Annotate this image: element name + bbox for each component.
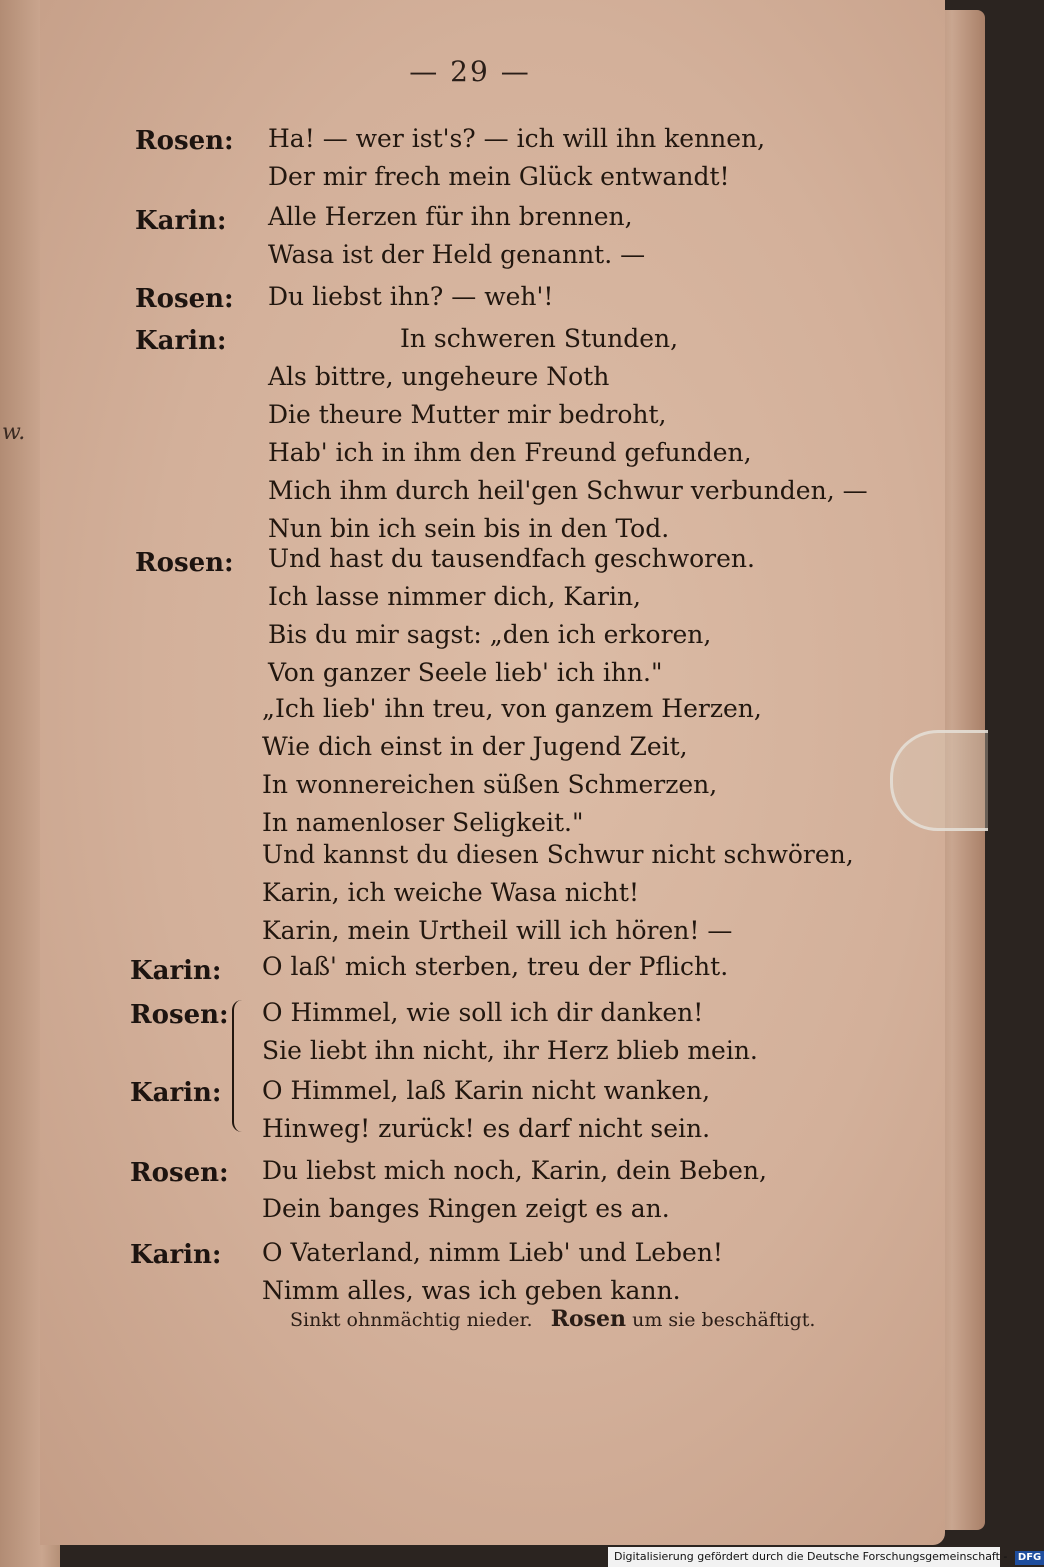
verse-line: Und hast du tausendfach geschworen. [268, 544, 755, 573]
verse-block [262, 948, 728, 986]
verse-line: O Himmel, laß Karin nicht wanken, [262, 1076, 711, 1105]
verse-line: Karin, ich weiche Wasa nicht! [262, 878, 640, 907]
paper-clip [890, 730, 988, 831]
stage-direction-text: Sinkt ohnmächtig nieder. [290, 1309, 533, 1331]
verse-line: Wie dich einst in der Jugend Zeit, [262, 732, 688, 761]
verse-block [268, 278, 553, 316]
speaker-label: Karin: [130, 1240, 222, 1270]
verse-block [268, 198, 645, 274]
verse-line: Ha! — wer ist's? — ich will ihn kennen, [268, 124, 766, 153]
verse-block [262, 690, 762, 842]
digitization-footer [608, 1547, 1042, 1567]
verse-line: Dein banges Ringen zeigt es an. [262, 1194, 670, 1223]
page-number: — 29 — [409, 55, 531, 88]
verse-line: O Himmel, wie soll ich dir danken! [262, 998, 704, 1027]
verse-block [268, 120, 765, 196]
verse-line: Mich ihm durch heil'gen Schwur verbunden, — [268, 476, 868, 505]
verse-line: Als bittre, ungeheure Noth [268, 362, 610, 391]
verse-line: Alle Herzen für ihn brennen, [268, 202, 633, 231]
speaker-label: Rosen: [135, 548, 234, 578]
verse-line: Wasa ist der Held genannt. — [268, 240, 646, 269]
verse-line: Sie liebt ihn nicht, ihr Herz blieb mein. [262, 1036, 758, 1065]
verse-line: Der mir frech mein Glück entwandt! [268, 162, 730, 191]
verse-line: Bis du mir sagst: „den ich erkoren, [268, 620, 712, 649]
verse-line: Nun bin ich sein bis in den Tod. [268, 514, 670, 543]
verse-line: O Vaterland, nimm Lieb' und Leben! [262, 1238, 723, 1267]
speaker-label: Rosen: [135, 126, 234, 156]
speaker-label: Karin: [130, 956, 222, 986]
verse-line: Du liebst ihn? — weh'! [268, 282, 554, 311]
speaker-label: Karin: [130, 1078, 222, 1108]
verse-line: Hinweg! zurück! es darf nicht sein. [262, 1114, 711, 1143]
verse-line: Ich lasse nimmer dich, Karin, [268, 582, 641, 611]
side-page-mark: w. [2, 420, 26, 445]
verse-line: Karin, mein Urtheil will ich hören! — [262, 916, 733, 945]
verse-block [268, 540, 755, 692]
stage-direction-name: Rosen [550, 1306, 627, 1332]
verse-line: O laß' mich sterben, treu der Pflicht. [262, 952, 729, 981]
speaker-label: Karin: [135, 326, 227, 356]
footer-text: Digitalisierung gefördert durch die Deutsche Forschungsgemeinschaft - [614, 1550, 1008, 1563]
verse-block [262, 1072, 710, 1148]
verse-block [262, 836, 854, 950]
verse-line: „Ich lieb' ihn treu, von ganzem Herzen, [262, 694, 762, 723]
verse-line: In schweren Stunden, [400, 324, 679, 353]
verse-line: In wonnereichen süßen Schmerzen, [262, 770, 718, 799]
stage-direction [290, 1306, 815, 1332]
speaker-label: Rosen: [135, 284, 234, 314]
verse-block [268, 320, 868, 548]
simultaneous-brace [232, 1000, 248, 1132]
verse-line: Die theure Mutter mir bedroht, [268, 400, 667, 429]
verse-line: Hab' ich in ihm den Freund gefunden, [268, 438, 752, 467]
verse-block [262, 994, 758, 1070]
verse-line: Von ganzer Seele lieb' ich ihn." [268, 658, 663, 687]
speaker-label: Rosen: [130, 1158, 229, 1188]
verse-line: Und kannst du diesen Schwur nicht schwören, [262, 840, 854, 869]
speaker-label: Rosen: [130, 1000, 229, 1030]
verse-line: Nimm alles, was ich geben kann. [262, 1276, 681, 1305]
stage-direction-text: um sie beschäftigt. [632, 1309, 816, 1331]
speaker-label: Karin: [135, 206, 227, 236]
verse-line: In namenloser Seligkeit." [262, 808, 584, 837]
verse-line: Du liebst mich noch, Karin, dein Beben, [262, 1156, 767, 1185]
dfg-logo-icon: DFG [1015, 1551, 1044, 1565]
verse-block [262, 1234, 723, 1310]
verse-block [262, 1152, 767, 1228]
